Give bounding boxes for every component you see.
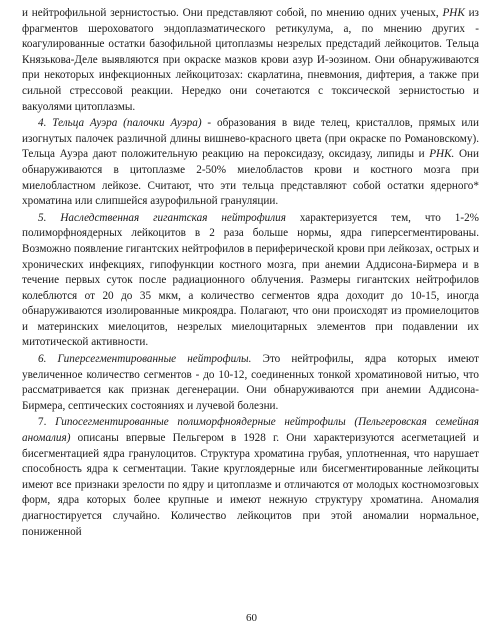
paragraph bbox=[22, 352, 479, 414]
paragraph bbox=[22, 211, 479, 351]
paragraph bbox=[22, 116, 479, 210]
text-run: - образования в виде телец, кристаллов, прямых или изогнутых палочек различной длины вишнево-красного цвета (при окраске по Романовскому). Тельца Ауэра дают положительную реакцию на пероксидазу, оксидазу, липиды и bbox=[22, 117, 479, 161]
text-run: 7. bbox=[38, 416, 56, 429]
italic-run: РНК. bbox=[429, 148, 455, 161]
page-number: 60 bbox=[246, 612, 257, 624]
text-run: Это нейтрофилы, ядра которых имеют увеличенное количество сегментов - до 10-12, соединенных тонкой хроматиновой нитью, что рассматривается как признак дегенерации. Они обнаруживаются при анемии Аддисона-Бирмера, септических состояниях и лучевой болезни. bbox=[22, 353, 480, 412]
text-run: Они обнаруживаются в цитоплазме 2-50% миелобластов крови и костного мозга при миелобластном лейкозе. Считают, что эти тельца представляют собой остатки ядерного* хроматина или слипшейся азурофильной грануляции. bbox=[22, 148, 479, 208]
text-run: характеризуется тем, что 1-2% полиморфноядерных лейкоцитов в 2 раза больше нормы, ядра гиперсегментированы. Возможно появление гигантских нейтрофилов в периферической крови при лейкозах, острых и хронических инфекциях, гипофункции костного мозга, при анемии Аддисона-Бирмера и в течение первых суток после радиационного облучения. Размеры гигантских нейтрофилов колеблются от 20 до 35 мкм, а количество сегментов ядра доходит до 10-15, иногда обнаруживаются изолированные микроядра. Полагают, что они происходят из промиелоцитов и материнских миелоцитов, незрелых миелоцитарных элементов при подавлении их митотической активности. bbox=[22, 211, 480, 349]
italic-run: 5. Наследственная гигантская нейтрофилия bbox=[38, 211, 286, 224]
paragraph bbox=[22, 6, 479, 115]
text-run: и нейтрофильной зернистостью. Они представляют собой, по мнению одних ученых, bbox=[22, 7, 443, 19]
italic-run: 6. Гиперсегментированные нейтрофилы. bbox=[38, 353, 252, 366]
paragraph bbox=[22, 415, 479, 540]
text-run: описаны впервые Пельгером в 1928 г. Они характеризуются асегметацией и бисегментацией ядра гранулоцитов. Структура хроматина грубая, уплотненная, что нарушает способность ядра к сегментации. Такие круглоядерные или бисегментированные лейкоциты имеют все признаки зрелости по ядру и цитоплазме и отличаются от молодых костномозговых форм, ядра которых более крупные и имеют нежную структуру хроматина. Аномалия диагностируется случайно. Количество лейкоцитов при этой аномалии нормальное, пониженной bbox=[22, 432, 479, 538]
italic-run: РНК bbox=[442, 7, 465, 19]
italic-run: 4. Тельца Ауэра (палочки Ауэра) bbox=[38, 117, 202, 130]
body-text bbox=[22, 6, 479, 540]
text-run: из фрагментов шероховатого эндоплазматического ретикулума, а, по мнению других - коагулированные остатки базофильной цитоплазмы незрелых предстадий лейкоцитов. Тельца Князькова-Деле выявляются при окраске мазков крови азур И-эозином. Они обнаруживаются при некоторых инфекционных лейкоцитозах: скарлатина, пневмония, дифтерия, а также при сильной стрессовой реакции. Нередко они сочетаются с токсической зернистостью и вакуолями цитоплазмы. bbox=[22, 7, 479, 113]
italic-run: Гипосегментированные полиморфноядерные нейтрофилы (Пельгеровская семейная аномалия) bbox=[22, 416, 480, 445]
